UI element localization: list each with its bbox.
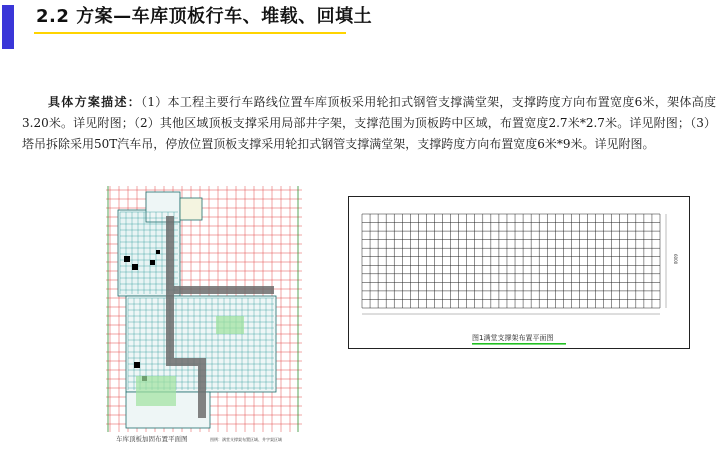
description-label: 具体方案描述：: [48, 95, 142, 109]
page-title: 2.2 方案—车库顶板行车、堆载、回填土: [36, 6, 373, 27]
left-plan-caption: 车库顶板加固布置平面图: [116, 435, 188, 443]
plan-description: [22, 92, 716, 155]
garage-roof-plan-drawing: [106, 186, 302, 448]
right-plan-caption: 图1满堂支撑架布置平面图: [472, 334, 554, 342]
left-plan-legend: 图例：满堂支撑架布置区域、井字架区域: [210, 437, 282, 442]
description-text: （1）本工程主要行车路线位置车库顶板采用轮扣式钢管支撑满堂架，支撑跨度方向布置宽度6米，架体高度3.20米。详见附图；（2）其他区域顶板支撑采用局部井字架，支撑范围为顶板跨中区域，布置宽度2.7米*2.7米。详见附图；（3）塔吊拆除采用50T汽车吊，停放位置顶板支撑采用轮扣式钢管支撑满堂架，支撑跨度方向布置宽度6米*9米。详见附图。: [22, 95, 716, 151]
caption-underline: [472, 343, 566, 345]
title-underline: [34, 32, 346, 34]
dimension-label: 6000: [673, 254, 678, 265]
title-accent-bar: [2, 5, 14, 49]
support-frame-plan-drawing: [348, 196, 690, 349]
